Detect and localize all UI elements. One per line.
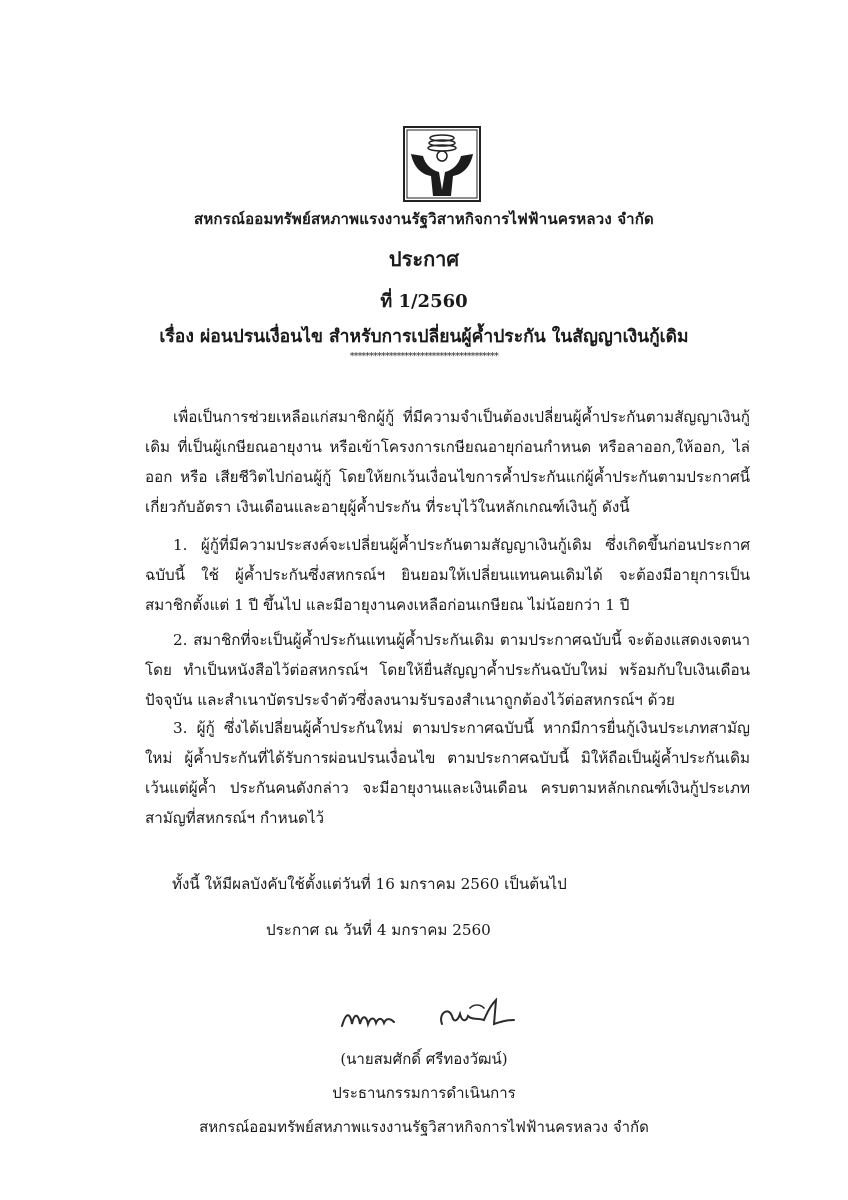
effective-date-line: ทั้งนี้ ให้มีผลบังคับใช้ตั้งแต่วันที่ 16 มกราคม 2560 เป็นต้นไป <box>172 875 567 893</box>
announcement-date-line: ประกาศ ณ วันที่ 4 มกราคม 2560 <box>266 921 491 939</box>
clause-2-block <box>145 625 750 715</box>
intro-paragraph: เพื่อเป็นการช่วยเหลือแก่สมาชิกผู้กู้ ที่มีความจำเป็นต้องเปลี่ยนผู้ค้ำประกันตามสัญญาเงินกู้เดิม ที่เป็นผู้เกษียณอายุงาน หรือเข้าโครงการเกษียณอายุก่อนกำหนด หรือลาออก,ให้ออก, ไล่ออก หรือ เสียชีวิตไปก่อนผู้กู้ โดยให้ยกเว้นเงื่อนไขการค้ำประกันแก่ผู้ค้ำประกันตามประกาศนี้ เกี่ยวกับอัตรา เงินเดือนและอายุผู้ค้ำประกัน ที่ระบุไว้ในหลักเกณฑ์เงินกู้ ดังนี้ <box>145 408 750 516</box>
signatory-organization: สหกรณ์ออมทรัพย์สหภาพแรงงานรัฐวิสาหกิจการไฟฟ้านครหลวง จำกัด <box>199 1118 649 1136</box>
organization-title: สหกรณ์ออมทรัพย์สหภาพแรงงานรัฐวิสาหกิจการไฟฟ้านครหลวง จำกัด <box>193 210 654 228</box>
clause-3: 3. ผู้กู้ ซึ่งได้เปลี่ยนผู้ค้ำประกันใหม่ ตามประกาศฉบับนี้ หากมีการยื่นกู้เงินประเภทสามัญใหม่ ผู้ค้ำประกันที่ได้รับการผ่อนปรนเงื่อนไข ตามประกาศฉบับนี้ มิให้ถือเป็นผู้ค้ำประกันเดิม เว้นแต่ผู้ค้ำ ประกันคนดังกล่าว จะมีอายุงานและเงินเดือน ครบตามหลักเกณฑ์เงินกู้ประเภทสามัญที่สหกรณ์ฯ กำหนดไว้ <box>145 719 750 827</box>
document-type: ประกาศ <box>388 247 460 271</box>
signatory-position: ประธานกรรมการดำเนินการ <box>332 1084 516 1102</box>
clause-3-block <box>145 713 750 833</box>
separator-line: ************************************** <box>349 352 499 362</box>
document-subject: เรื่อง ผ่อนปรนเงื่อนไข สำหรับการเปลี่ยนผู้ค้ำประกัน ในสัญญาเงินกู้เดิม <box>159 327 689 347</box>
signatory-name: (นายสมศักดิ์ ศรีทองวัฒน์) <box>340 1050 508 1068</box>
clause-2: 2. สมาชิกที่จะเป็นผู้ค้ำประกันแทนผู้ค้ำประกันเดิม ตามประกาศฉบับนี้ จะต้องแสดงเจตนาโดย ทำเป็นหนังสือไว้ต่อสหกรณ์ฯ โดยให้ยื่นสัญญาค้ำประกันฉบับใหม่ พร้อมกับใบเงินเดือนปัจจุบัน และสำเนาบัตรประจำตัวซึ่งลงนามรับรองสำเนาถูกต้องไว้ต่อสหกรณ์ฯ ด้วย <box>145 631 750 709</box>
clause-1-block <box>145 530 750 620</box>
document-number: ที่ 1/2560 <box>380 291 468 312</box>
handwritten-signature <box>338 990 538 1040</box>
intro-paragraph-block <box>145 402 750 522</box>
clause-1: 1. ผู้กู้ที่มีความประสงค์จะเปลี่ยนผู้ค้ำประกันตามสัญญาเงินกู้เดิม ซึ่งเกิดขึ้นก่อนประกาศฉบับนี้ ใช้ ผู้ค้ำประกันซึ่งสหกรณ์ฯ ยินยอมให้เปลี่ยนแทนคนเดิมได้ จะต้องมีอายุการเป็นสมาชิกตั้งแต่ 1 ปี ขึ้นไป และมีอายุงานคงเหลือก่อนเกษียณ ไม่น้อยกว่า 1 ปี <box>145 536 750 614</box>
cooperative-logo <box>403 126 481 202</box>
